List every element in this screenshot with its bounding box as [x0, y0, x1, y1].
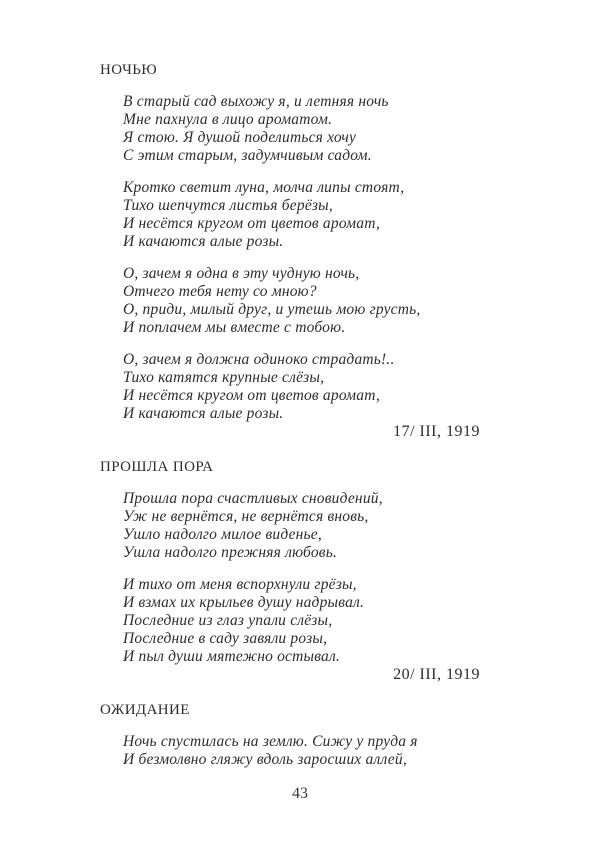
poem-line: Ушло надолго милое виденье, — [123, 526, 322, 543]
poem-line: Тихо катятся крупные слёзы, — [123, 369, 325, 386]
poem-line: Ушла надолго прежняя любовь. — [123, 544, 338, 561]
poem-line: В старый сад выхожу я, и летняя ночь — [123, 93, 389, 110]
poem-line: И качаются алые розы. — [123, 405, 284, 422]
poem-title: НОЧЬЮ — [100, 62, 158, 78]
poem-line: И поплачем мы вместе с тобою. — [123, 319, 346, 336]
stanza — [123, 351, 480, 423]
poem-line: Последние в саду завяли розы, — [123, 630, 328, 647]
poem-line: О, зачем я одна в эту чудную ночь, — [123, 265, 360, 282]
poem-line: Я стою. Я душой поделиться хочу — [123, 129, 357, 146]
poem-line: Мне пахнула в лицо ароматом. — [123, 111, 333, 128]
poem-1 — [100, 457, 480, 684]
poem-line: И пыл души мятежно остывал. — [123, 648, 341, 665]
poem-line: И безмолвно гляжу вдоль заросших аллей, — [123, 751, 407, 768]
page-number: 43 — [292, 785, 308, 802]
stanza — [123, 490, 480, 562]
poem-line: О, приди, милый друг, и утешь мою грусть, — [123, 301, 421, 318]
poem-title: ОЖИДАНИЕ — [100, 702, 190, 718]
stanza — [123, 265, 480, 337]
poem-line: Прошла пора счастливых сновидений, — [123, 490, 383, 507]
poem-line: Кротко светит луна, молча липы стоят, — [123, 179, 405, 196]
poem-line: Отчего тебя нету со мною? — [123, 283, 317, 300]
poem-line: Тихо шепчутся листья берёзы, — [123, 197, 333, 214]
stanza — [123, 576, 480, 666]
poem-2 — [100, 700, 480, 769]
poem-date: 17/ III, 1919 — [393, 423, 480, 440]
poem-line: О, зачем я должна одиноко страдать!.. — [123, 351, 395, 368]
poem-line: С этим старым, задумчивым садом. — [123, 147, 372, 164]
poem-0 — [100, 60, 480, 441]
poem-line: И качаются алые розы. — [123, 233, 284, 250]
poem-line: Последние из глаз упали слёзы, — [123, 612, 333, 629]
poem-line: И взмах их крыльев душу надрывал. — [123, 594, 365, 611]
stanza — [123, 733, 480, 769]
poem-line: И тихо от меня вспорхнули грёзы, — [123, 576, 357, 593]
poem-date: 20/ III, 1919 — [393, 666, 480, 683]
poem-title: ПРОШЛА ПОРА — [100, 459, 214, 475]
stanza — [123, 179, 480, 251]
poem-line: И несётся кругом от цветов аромат, — [123, 215, 381, 232]
poem-line: И несётся кругом от цветов аромат, — [123, 387, 381, 404]
poem-line: Уж не вернётся, не вернётся вновь, — [123, 508, 369, 525]
stanza — [123, 93, 480, 165]
poem-line: Ночь спустилась на землю. Сижу у пруда я — [123, 733, 418, 750]
poems — [100, 60, 480, 769]
